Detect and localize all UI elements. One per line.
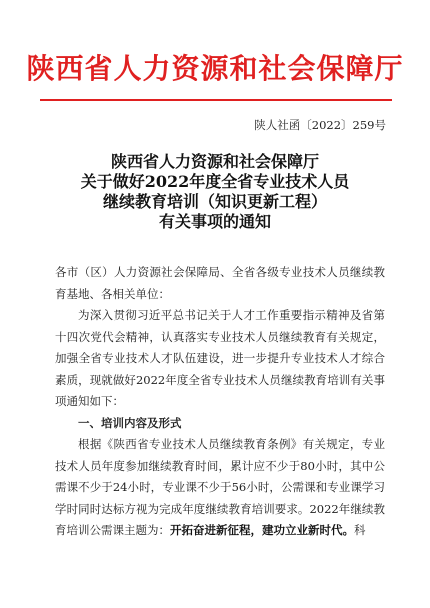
section-1-text: 根据《陕西省专业技术人员继续教育条例》有关规定，专业技术人员年度参加继续教育时间，累计应不少于80小时，其中公需课不少于24小时，专业课不少于56小时，公需课和专业课学习学时同时达标方视为完成年度继续教育培训要求。2022年继续教育培训公需课主题为： [55, 437, 385, 537]
document-number: 陕人社函〔2022〕259号 [254, 118, 386, 132]
salutation: 各市（区）人力资源社会保障局、全省各级专业技术人员继续教育基地、各相关单位： [55, 265, 385, 301]
section-1-paragraph [55, 434, 385, 542]
section-1-heading: 一、培训内容及形式 [78, 415, 182, 430]
title-line-3: 继续教育培训（知识更新工程） [102, 192, 327, 211]
intro-paragraph: 为深入贯彻习近平总书记关于人才工作重要指示精神及省第十四次党代会精神，认真落实专业技术人员继续教育有关规定，加强全省专业技术人才队伍建设，进一步提升专业技术人才综合素质，现就做好2022年度全省专业技术人员继续教育培训有关事项通知如下： [55, 308, 385, 408]
section-1-tail: 科 [354, 523, 366, 537]
document-title [0, 152, 430, 232]
document-body [55, 262, 385, 542]
title-line-4: 有关事项的通知 [158, 212, 271, 231]
title-line-2: 关于做好2022年度全省专业技术人员 [80, 172, 350, 191]
title-line-1: 陕西省人力资源和社会保障厅 [110, 152, 319, 171]
issuing-organization-header: 陕西省人力资源和社会保障厅 [26, 52, 404, 85]
training-theme-highlight: 开拓奋进新征程，建功立业新时代。 [170, 523, 354, 537]
red-header-rule [40, 99, 392, 101]
